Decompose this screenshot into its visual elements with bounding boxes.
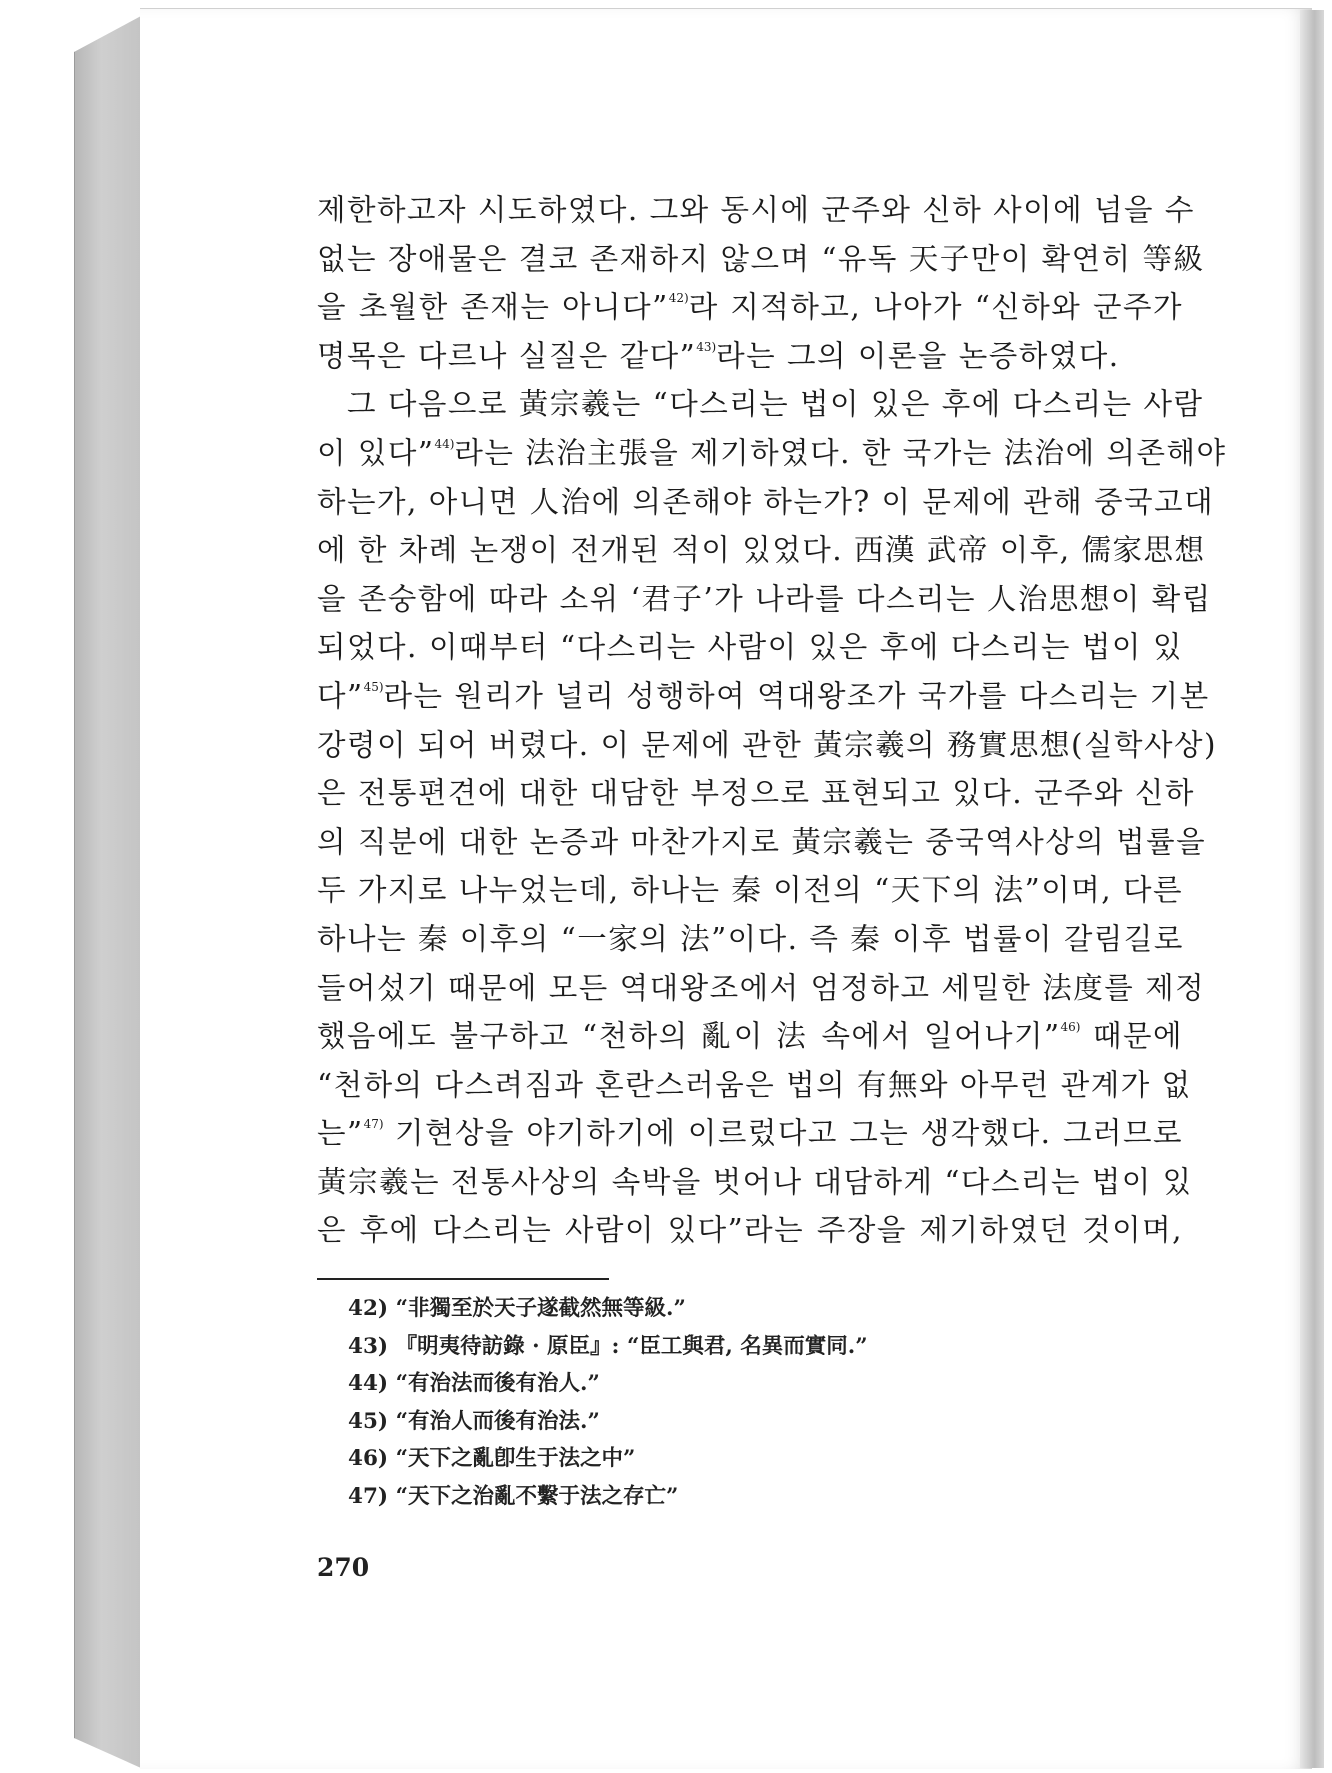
body-line: 을 초월한 존재는 아니다”$^{42)}$라 지적하고, 나아가 “신하와 군주가 — [317, 290, 1183, 325]
footnote-ref: 43) — [696, 339, 717, 354]
body-line: 그 다음으로 黃宗羲는 “다스리는 법이 있은 후에 다스리는 사람 — [347, 387, 1204, 422]
body-line: 는”$^{47)}$ 기현상을 야기하기에 이르렀다고 그는 생각했다. 그러므로 — [317, 1116, 1183, 1151]
body-line: 하는가, 아니면 人治에 의존해야 하는가? 이 문제에 관해 중국고대 — [317, 484, 1215, 519]
body-line: 들어섰기 때문에 모든 역대왕조에서 엄정하고 세밀한 法度를 제정 — [317, 970, 1206, 1005]
body-line: 강령이 되어 버렸다. 이 문제에 관한 黃宗羲의 務實思想(실학사상) — [317, 727, 1217, 762]
footnote-separator — [317, 1278, 609, 1280]
footnote-ref: 46) — [1060, 1020, 1081, 1035]
body-line: 두 가지로 나누었는데, 하나는 秦 이전의 “天下의 法”이며, 다른 — [317, 873, 1183, 908]
footnote: 42) “非獨至於天子遂截然無等級.” — [348, 1296, 686, 1321]
body-text — [317, 186, 1227, 1255]
body-line: 없는 장애물은 결코 존재하지 않으며 “유독 天子만이 확연히 等級 — [317, 241, 1205, 276]
body-line: 의 직분에 대한 논증과 마찬가지로 黃宗羲는 중국역사상의 법률을 — [317, 824, 1207, 859]
footnote-ref: 47) — [363, 1117, 384, 1132]
body-line: 은 전통편견에 대한 대담한 부정으로 표현되고 있다. 군주와 신하 — [317, 776, 1195, 811]
body-line: 에 한 차례 논쟁이 전개된 적이 있었다. 西漢 武帝 이후, 儒家思想 — [317, 533, 1206, 568]
footnote: 45) “有治人而後有治法.” — [348, 1408, 600, 1434]
footnote: 46) “天下之亂卽生于法之中” — [348, 1446, 636, 1471]
footnote-ref: 42) — [668, 291, 689, 306]
body-line: 이 있다”$^{44)}$라는 法治主張을 제기하였다. 한 국가는 法治에 의존해야 — [317, 435, 1227, 470]
book-spine-shadow — [74, 16, 141, 1768]
footnotes — [348, 1290, 1168, 1515]
page-edge-shadow — [1300, 10, 1324, 1768]
body-line: 제한하고자 시도하였다. 그와 동시에 군주와 신하 사이에 넘을 수 — [317, 193, 1195, 227]
body-line: 했음에도 불구하고 “천하의 亂이 法 속에서 일어나기”$^{46)}$ 때문에 — [317, 1019, 1183, 1054]
footnote: 43) 『明夷待訪錄 · 原臣』: “臣工與君, 名異而實同.” — [348, 1333, 868, 1359]
footnote-ref: 44) — [434, 436, 455, 451]
body-line: 을 존숭함에 따라 소위 ‘君子’가 나라를 다스리는 人治思想이 확립 — [317, 581, 1212, 616]
body-line: 명목은 다르나 실질은 같다”$^{43)}$라는 그의 이론을 논증하였다. — [317, 338, 1120, 373]
body-line: 되었다. 이때부터 “다스리는 사람이 있은 후에 다스리는 법이 있 — [317, 630, 1183, 665]
body-line: 은 후에 다스리는 사람이 있다”라는 주장을 제기하였던 것이며, — [317, 1213, 1183, 1248]
body-line: 다”$^{45)}$라는 원리가 널리 성행하여 역대왕조가 국가를 다스리는 기본 — [317, 678, 1210, 713]
body-line: 하나는 秦 이후의 “一家의 法”이다. 즉 秦 이후 법률이 갈림길로 — [317, 921, 1184, 956]
footnote-ref: 45) — [363, 679, 384, 694]
body-line: 黃宗羲는 전통사상의 속박을 벗어나 대담하게 “다스리는 법이 있 — [317, 1164, 1193, 1199]
footnote: 47) “天下之治亂不繫于法之存亡” — [348, 1483, 679, 1509]
footnote: 44) “有治法而後有治人.” — [348, 1371, 600, 1396]
page-number: 270 — [317, 1553, 370, 1582]
body-line: “천하의 다스려짐과 혼란스러움은 법의 有無와 아무런 관계가 없 — [317, 1067, 1192, 1102]
